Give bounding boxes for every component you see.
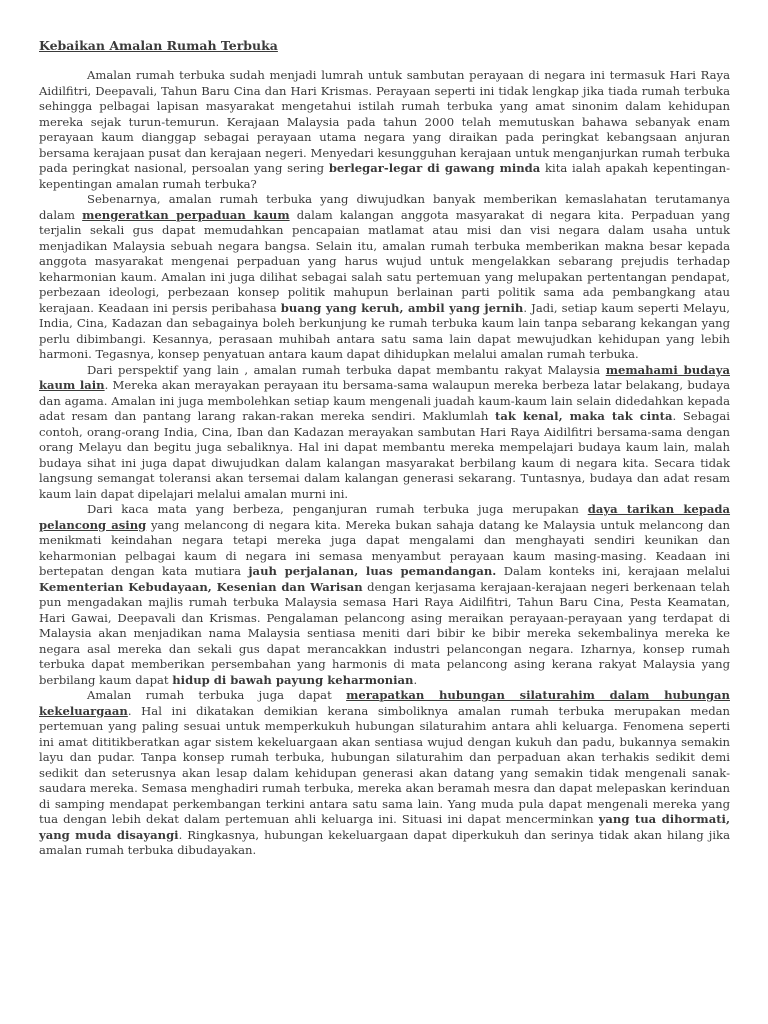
text-run: . Hal ini dikatakan demikian kerana simboliknya amalan rumah terbuka merupakan medan pertemuan yang paling sesuai untuk memperkukuh hubungan silaturahim antara ahli keluarga. Fenomena seperti ini amat dititikberatkan agar sistem kekeluargaan akan sentiasa wujud dengan kukuh dan padu, bukannya semakin layu dan pudar. Tanpa konsep rumah terbuka, hubungan silaturahim dan perpaduan akan terhakis sedikit demi sedikit dan seterusnya akan lesap dalam kehidupan generasi akan datang yang semakin tidak mengenali sanak-saudara mereka. Semasa menghadiri rumah terbuka, mereka akan beramah mesra dan dapat melepaskan kerinduan di samping mendapat perkembangan terkini antara satu sama lain. Yang muda pula dapat mengenali mereka yang tua dengan lebih dekat dalam pertemuan ahli keluarga ini. Situasi ini dapat mencerminkan [39, 703, 730, 826]
text-run: . Jadi, setiap kaum seperti Melayu, India, Cina, Kadazan dan sebagainya boleh berkunjung ke rumah terbuka kaum lain tanpa sebarang kekangan yang perlu dibimbangi. Kesannya, perasaan muhibah antara satu sama lain dapat mewujudkan kehidupan yang lebih harmoni. Tegasnya, konsep penyatuan antara kaum dapat dihidupkan melalui amalan rumah terbuka. [39, 300, 730, 361]
text-run: . [413, 672, 418, 687]
text-run: dalam kalangan anggota masyarakat di negara kita. Perpaduan yang terjalin sekali gus dapat memudahkan pencapaian matlamat atau misi dan visi negara dalam usaha untuk menjadikan Malaysia sebuah negara bangsa. Selain itu, amalan rumah terbuka memberikan makna besar kepada anggota masyarakat mengenai perpaduan yang harus wujud untuk mengelakkan sebarang prejudis terhadap keharmonian kaum. Amalan ini juga dilihat sebagai salah satu pertemuan yang melupakan pertentangan pendapat, perbezaan ideologi, perbezaan konsep politik mahupun berlainan parti politik sama ada pembangkang atau kerajaan. Keadaan ini persis peribahasa [39, 207, 730, 315]
text-run: kita ialah apakah kepentingan-kepentingan amalan rumah terbuka? [39, 161, 731, 191]
text-run: Dari kaca mata yang berbeza, penganjuran rumah terbuka juga merupakan [87, 502, 588, 516]
emphasis-phrase: mengeratkan perpaduan kaum [82, 207, 290, 222]
paragraph-1 [39, 68, 730, 192]
paragraph-5 [39, 688, 730, 859]
text-run: Dalam konteks ini, kerajaan melalui [496, 564, 731, 578]
text-run: . Sebagai contoh, orang-orang India, Cina, Iban dan Kadazan merayakan sambutan Hari Raya Aidilfitri bersama-sama dengan orang Melayu dan begitu juga sebaliknya. Hal ini dapat membantu mereka mempelajari budaya kaum lain, malah budaya sihat ini juga dapat diwujudkan dalam kalangan masyarakat berbilang kaum di negara kita. Secara tidak langsung semangat toleransi akan tersemai dalam kalangan generasi sekarang. Tuntasnya, budaya dan adat resam kaum lain dapat dipelajari melalui amalan murni ini. [39, 409, 730, 501]
text-run: dengan kerjasama kerajaan-kerajaan negeri berkenaan telah pun mengadakan majlis rumah terbuka Malaysia semasa Hari Raya Aidilfitri, Tahun Baru Cina, Pesta Keamatan, Hari Gawai, Deepavali dan Krismas. Pengalaman pelancong asing meraikan perayaan-perayaan yang terdapat di Malaysia akan menjadikan nama Malaysia sentiasa meniti dari bibir ke bibir mereka sekembalinya mereka ke negara asal mereka dan sekali gus dapat merancakkan industri pelancongan negara. Izharnya, konsep rumah terbuka dapat memberikan persembahan yang harmonis di mata pelancong asing kerana rakyat Malaysia yang berbilang kaum dapat [39, 579, 730, 687]
paragraph-2 [39, 192, 730, 363]
paragraph-3 [39, 363, 730, 503]
text-run: yang melancong di negara kita. Mereka bukan sahaja datang ke Malaysia untuk melancong dan menikmati keindahan negara tetapi mereka juga dapat mengalami dan menghayati sendiri keunikan dan keharmonian pelbagai kaum di negara ini semasa menyambut perayaan kaum masing-masing. Keadaan ini bertepatan dengan kata mutiara [39, 517, 730, 578]
text-run: Amalan rumah terbuka sudah menjadi lumrah untuk sambutan perayaan di negara ini termasuk Hari Raya Aidilfitri, Deepavali, Tahun Baru Cina dan Hari Krismas. Perayaan seperti ini tidak lengkap jika tiada rumah terbuka sehingga pelbagai lapisan masyarakat mengetahui istilah rumah terbuka yang amat sinonim dalam kehidupan mereka sejak turun-temurun. Kerajaan Malaysia pada tahun 2000 telah memutuskan bahawa sebanyak enam perayaan kaum dianggap sebagai perayaan utama negara yang diraikan pada peringkat kebangsaan anjuran bersama kerajaan pusat dan kerajaan negeri. Menyedari kesungguhan kerajaan untuk menganjurkan rumah terbuka pada peringkat nasional, persoalan yang sering [39, 68, 730, 175]
emphasis-phrase: hidup di bawah payung keharmonian [172, 672, 414, 687]
emphasis-phrase: daya tarikan kepada pelancong asing [39, 502, 731, 532]
document-title: Kebaikan Amalan Rumah Terbuka [39, 38, 278, 53]
emphasis-phrase: merapatkan hubungan silaturahim dalam hubungan kekeluargaan [39, 688, 730, 718]
text-run: . Mereka akan merayakan perayaan itu bersama-sama walaupun mereka berbeza latar belakang, budaya dan agama. Amalan ini juga membolehkan setiap kaum mengenali juadah kaum-kaum lain selain didedahkan kepada adat resam dan pantang larang rakan-rakan mereka sendiri. Maklumlah [39, 378, 730, 423]
document-body [39, 68, 730, 859]
emphasis-phrase: yang tua dihormati, yang muda disayangi [39, 812, 731, 842]
text-run: Dari perspektif yang lain , amalan rumah terbuka dapat membantu rakyat Malaysia [87, 362, 606, 377]
emphasis-phrase: jauh perjalanan, luas pemandangan. [248, 564, 497, 578]
emphasis-phrase: memahami budaya kaum lain [39, 362, 730, 392]
text-run: . Ringkasnya, hubungan kekeluargaan dapat diperkukuh dan serinya tidak akan hilang jika amalan rumah terbuka dibudayakan. [39, 827, 730, 857]
text-run: Amalan rumah terbuka juga dapat [87, 688, 347, 702]
emphasis-phrase: Kementerian Kebudayaan, Kesenian dan Warisan [39, 579, 363, 594]
paragraph-4 [39, 502, 730, 688]
emphasis-phrase: buang yang keruh, ambil yang jernih [280, 300, 524, 315]
emphasis-phrase: tak kenal, maka tak cinta [494, 409, 673, 423]
text-run: Sebenarnya, amalan rumah terbuka yang diwujudkan banyak memberikan kemaslahatan terutamanya dalam [39, 192, 730, 222]
emphasis-phrase: berlegar-legar di gawang minda [328, 161, 541, 175]
